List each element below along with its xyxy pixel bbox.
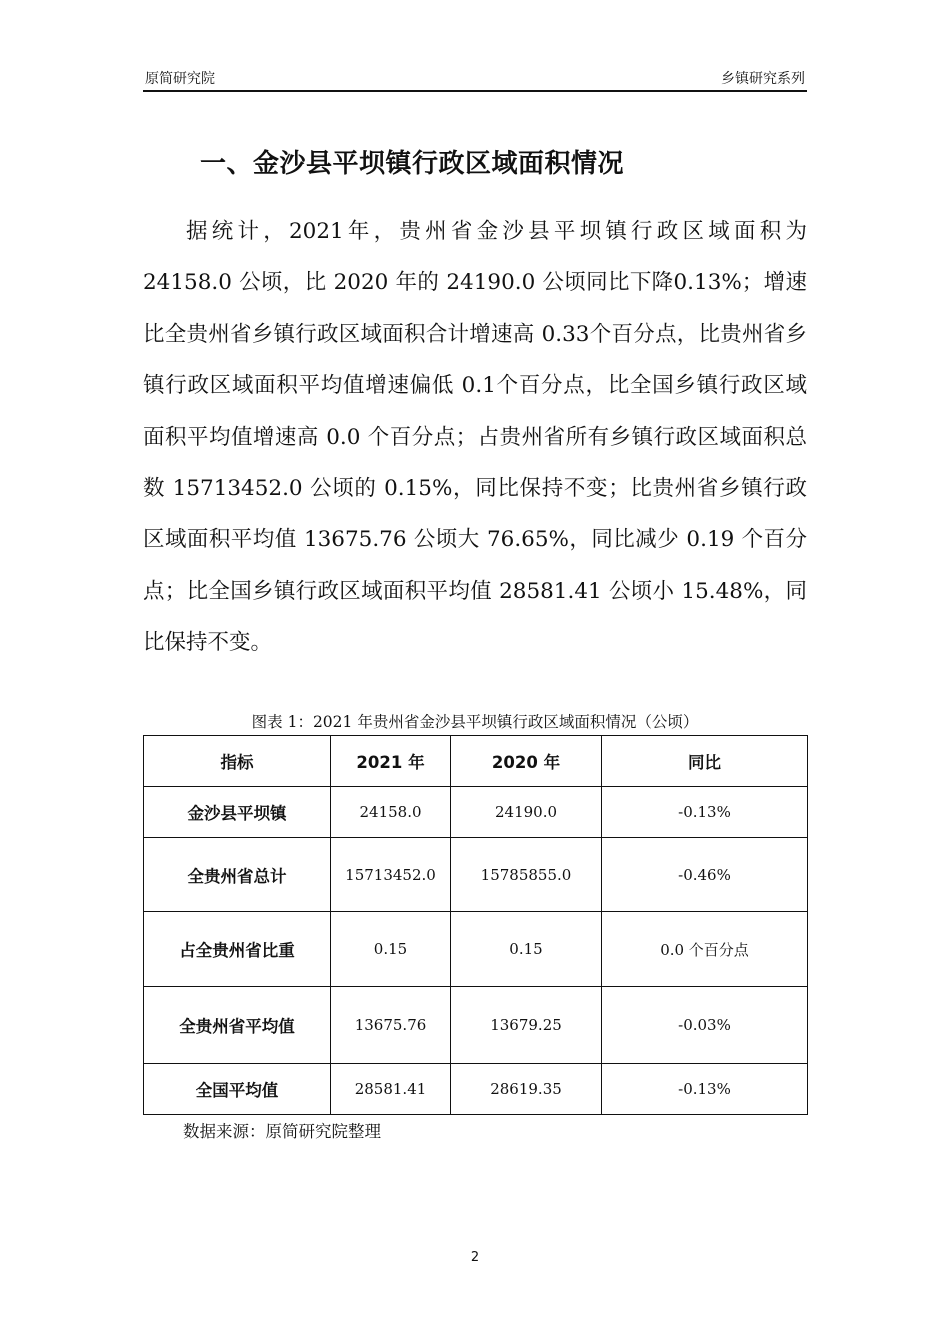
table-row bbox=[144, 987, 808, 1064]
header-series-name: 乡镇研究系列 bbox=[721, 71, 805, 87]
cell-yoy: -0.46% bbox=[602, 838, 808, 912]
cell-yoy: -0.13% bbox=[602, 787, 808, 838]
cell-2021: 28581.41 bbox=[331, 1064, 451, 1115]
header-indicator: 指标 bbox=[144, 736, 331, 787]
row-label: 全贵州省平均值 bbox=[144, 987, 331, 1064]
cell-2021: 24158.0 bbox=[331, 787, 451, 838]
data-table bbox=[143, 735, 808, 1115]
row-label: 占全贵州省比重 bbox=[144, 912, 331, 987]
cell-2021: 13675.76 bbox=[331, 987, 451, 1064]
cell-yoy: -0.13% bbox=[602, 1064, 808, 1115]
cell-2021: 15713452.0 bbox=[331, 838, 451, 912]
header-2021: 2021 年 bbox=[331, 736, 451, 787]
data-source-note: 数据来源：原简研究院整理 bbox=[183, 1122, 381, 1141]
body-paragraph: 据统计，2021年，贵州省金沙县平坝镇行政区域面积为 24158.0 公顷，比 2020 年的 24190.0 公顷同比下降0.13%；增速比全贵州省乡镇行政区域面积合计增速高 0.33个百分点，比贵州省乡镇行政区域面积平均值增速偏低 0.1个百分点，比全国乡镇行政区域面积平均值增速高 0.0 个百分点；占贵州省所有乡镇行政区域面积总数 15713452.0 公顷的 0.15%，同比保持不变；比贵州省乡镇行政区域面积平均值 13675.76 公顷大 76.65%，同比减少 0.19 个百分点；比全国乡镇行政区域面积平均值 28581.41 公顷小 15.48%，同比保持不变。 bbox=[143, 219, 807, 656]
header-2020: 2020 年 bbox=[451, 736, 602, 787]
section-title: 一、金沙县平坝镇行政区域面积情况 bbox=[200, 149, 625, 179]
cell-2020: 24190.0 bbox=[451, 787, 602, 838]
table-row bbox=[144, 838, 808, 912]
row-label: 全国平均值 bbox=[144, 1064, 331, 1115]
header-yoy: 同比 bbox=[602, 736, 808, 787]
table-row bbox=[144, 1064, 808, 1115]
page-number: 2 bbox=[470, 1250, 480, 1265]
cell-2020: 0.15 bbox=[451, 912, 602, 987]
table-row bbox=[144, 787, 808, 838]
table-caption: 图表 1：2021 年贵州省金沙县平坝镇行政区域面积情况（公顷） bbox=[251, 713, 699, 731]
cell-2021: 0.15 bbox=[331, 912, 451, 987]
row-label: 金沙县平坝镇 bbox=[144, 787, 331, 838]
cell-2020: 13679.25 bbox=[451, 987, 602, 1064]
cell-2020: 28619.35 bbox=[451, 1064, 602, 1115]
header-org-name: 原简研究院 bbox=[145, 71, 215, 87]
page-header bbox=[143, 64, 807, 92]
table-header-row bbox=[144, 736, 808, 787]
cell-yoy: 0.0 个百分点 bbox=[602, 912, 808, 987]
table-row bbox=[144, 912, 808, 987]
row-label: 全贵州省总计 bbox=[144, 838, 331, 912]
cell-2020: 15785855.0 bbox=[451, 838, 602, 912]
cell-yoy: -0.03% bbox=[602, 987, 808, 1064]
